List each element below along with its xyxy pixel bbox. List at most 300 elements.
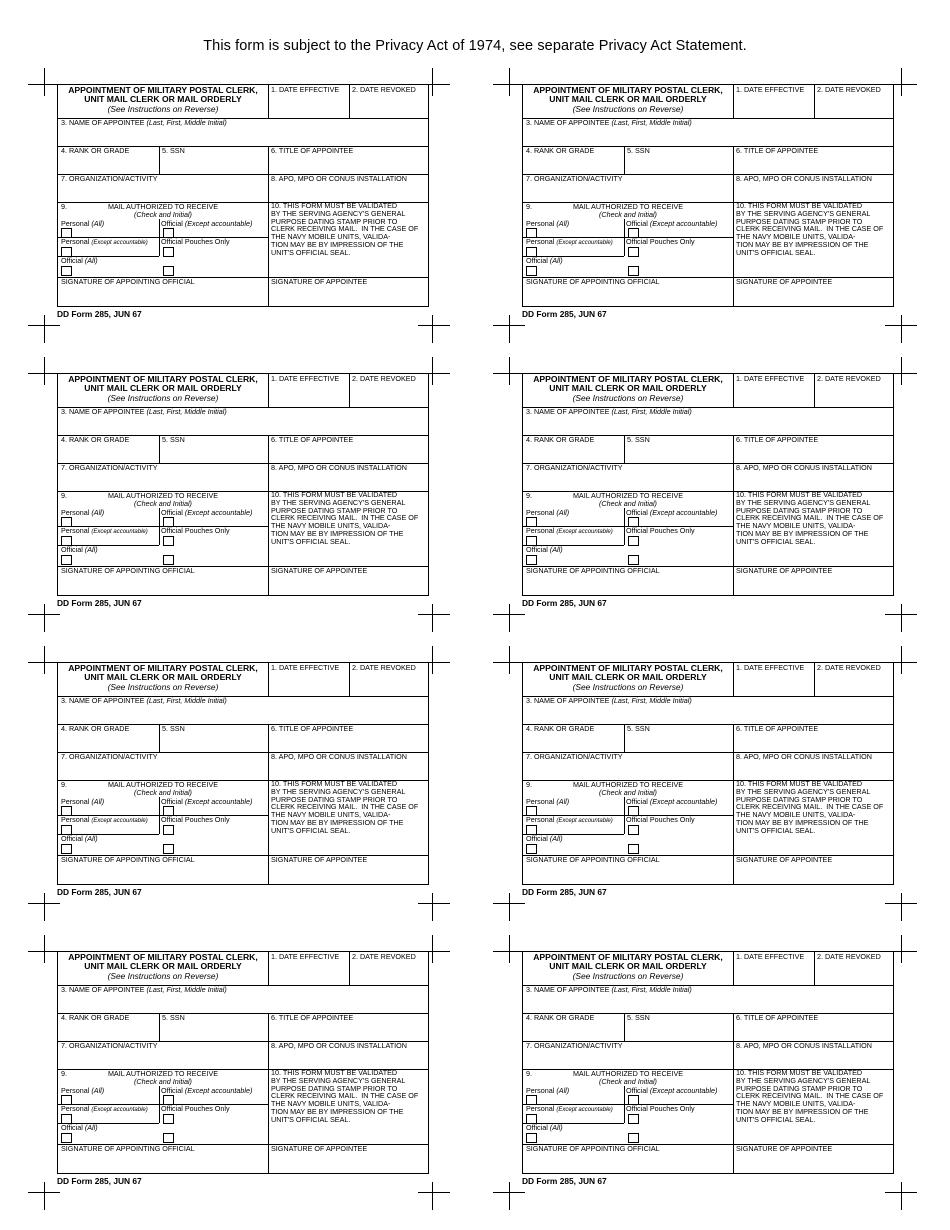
option-official-except[interactable] [159, 1086, 268, 1104]
official-all-checkbox[interactable] [61, 555, 72, 565]
initials-box[interactable] [624, 1123, 733, 1144]
organization-field[interactable] [58, 174, 268, 202]
mail-authorized-hint: (Check and Initial) [599, 788, 657, 797]
mail-section-number: 9. [61, 491, 67, 500]
rank-grade-label: 4. RANK OR GRADE [526, 435, 595, 444]
appointee-title-label: 6. TITLE OF APPOINTEE [271, 724, 354, 733]
mail-section-number: 9. [61, 780, 67, 789]
date-effective-field[interactable] [268, 663, 349, 696]
option-official-except-label: Official (Except accountable) [161, 1086, 253, 1095]
apo-installation-label: 8. APO, MPO OR CONUS INSTALLATION [736, 1041, 872, 1050]
date-revoked-field[interactable] [814, 85, 894, 118]
appointee-title-label: 6. TITLE OF APPOINTEE [736, 435, 819, 444]
option-personal-all[interactable] [523, 797, 624, 815]
option-personal-except-label: Personal (Except accountable) [526, 526, 613, 535]
crop-mark [509, 646, 510, 674]
ssn-field[interactable] [159, 724, 268, 752]
option-official-except[interactable] [624, 1086, 733, 1104]
organization-label: 7. ORGANIZATION/ACTIVITY [526, 1041, 623, 1050]
appointing-official-signature-field[interactable] [523, 855, 733, 884]
option-personal-except[interactable] [58, 237, 159, 256]
rank-grade-label: 4. RANK OR GRADE [526, 146, 595, 155]
mail-clerk-appointment-form [522, 951, 894, 1201]
initials-box[interactable] [624, 545, 733, 566]
apo-installation-field[interactable] [268, 752, 429, 780]
option-personal-all[interactable] [58, 797, 159, 815]
official-all-checkbox[interactable] [526, 555, 537, 565]
organization-label: 7. ORGANIZATION/ACTIVITY [61, 752, 158, 761]
appointee-signature-label: SIGNATURE OF APPOINTEE [271, 855, 368, 864]
date-effective-field[interactable] [733, 952, 814, 985]
mail-section-number: 9. [526, 202, 532, 211]
date-revoked-label: 2. DATE REVOKED [817, 663, 881, 672]
crop-mark [418, 662, 450, 663]
initials-box[interactable] [159, 256, 268, 277]
mail-section-number: 9. [526, 780, 532, 789]
date-effective-field[interactable] [268, 952, 349, 985]
form-id-label: DD Form 285, JUN 67 [57, 1176, 142, 1186]
form-title-line1: APPOINTMENT OF MILITARY POSTAL CLERK, [533, 85, 723, 95]
option-official-pouches[interactable] [624, 1104, 733, 1123]
option-official-all[interactable] [523, 256, 624, 277]
initials-checkbox[interactable] [628, 1133, 639, 1143]
option-official-except[interactable] [624, 508, 733, 526]
initials-checkbox[interactable] [163, 555, 174, 565]
option-official-except[interactable] [624, 797, 733, 815]
appointee-title-field[interactable] [268, 724, 429, 752]
appointee-signature-label: SIGNATURE OF APPOINTEE [271, 277, 368, 286]
option-official-except[interactable] [159, 797, 268, 815]
crop-mark [901, 646, 902, 674]
option-personal-except[interactable] [523, 237, 624, 256]
crop-mark [418, 1192, 450, 1193]
crop-mark [418, 614, 450, 615]
crop-mark [44, 357, 45, 385]
option-official-except[interactable] [159, 508, 268, 526]
appointee-name-field[interactable] [58, 696, 429, 724]
option-official-except-label: Official (Except accountable) [161, 219, 253, 228]
crop-mark [44, 68, 45, 96]
initials-box[interactable] [159, 545, 268, 566]
mail-authorized-hint: (Check and Initial) [599, 499, 657, 508]
rank-grade-field[interactable] [523, 146, 624, 174]
form-title-instructions: (See Instructions on Reverse) [572, 392, 684, 403]
appointee-name-label: 3. NAME OF APPOINTEE (Last, First, Middle Initial) [526, 985, 692, 994]
option-personal-except-label: Personal (Except accountable) [61, 526, 148, 535]
option-personal-all[interactable] [523, 219, 624, 237]
appointing-official-signature-field[interactable] [523, 1144, 733, 1173]
crop-mark [432, 357, 433, 385]
appointee-name-label: 3. NAME OF APPOINTEE (Last, First, Middle Initial) [526, 407, 692, 416]
appointing-official-signature-label: SIGNATURE OF APPOINTING OFFICIAL [526, 566, 660, 575]
option-personal-except-label: Personal (Except accountable) [61, 237, 148, 246]
appointee-title-field[interactable] [268, 435, 429, 463]
date-revoked-field[interactable] [814, 952, 894, 985]
ssn-field[interactable] [159, 1013, 268, 1041]
official-all-checkbox[interactable] [61, 266, 72, 276]
ssn-field[interactable] [624, 724, 733, 752]
organization-label: 7. ORGANIZATION/ACTIVITY [61, 1041, 158, 1050]
appointee-title-field[interactable] [268, 1013, 429, 1041]
crop-mark [509, 935, 510, 963]
rank-grade-label: 4. RANK OR GRADE [61, 146, 130, 155]
appointee-signature-label: SIGNATURE OF APPOINTEE [736, 1144, 833, 1153]
option-official-pouches[interactable] [159, 237, 268, 256]
option-personal-all-label: Personal (All) [526, 797, 570, 806]
appointee-signature-field[interactable] [733, 855, 894, 884]
apo-installation-field[interactable] [733, 1041, 894, 1069]
form-id-label: DD Form 285, JUN 67 [522, 1176, 607, 1186]
ssn-field[interactable] [159, 435, 268, 463]
validation-instructions: 10. THIS FORM MUST BE VALIDATED BY THE SERVING AGENCY'S GENERAL PURPOSE DATING STAMP PRIOR TO CLERK RECEIVING MAIL. IN THE CASE OF THE NAVY MOBILE UNITS, VALIDA- TION MAY BE BY IMPRESSION OF THE UNIT'S OFFICIAL SEAL. [736, 201, 884, 257]
validation-instructions: 10. THIS FORM MUST BE VALIDATED BY THE SERVING AGENCY'S GENERAL PURPOSE DATING STAMP PRIOR TO CLERK RECEIVING MAIL. IN THE CASE OF THE NAVY MOBILE UNITS, VALIDA- TION MAY BE BY IMPRESSION OF THE UNIT'S OFFICIAL SEAL. [736, 779, 884, 835]
rank-grade-label: 4. RANK OR GRADE [61, 1013, 130, 1022]
appointee-title-field[interactable] [733, 146, 894, 174]
date-revoked-label: 2. DATE REVOKED [817, 952, 881, 961]
crop-mark [432, 604, 433, 632]
official-all-checkbox[interactable] [526, 844, 537, 854]
option-official-pouches-label: Official Pouches Only [161, 815, 230, 824]
option-official-pouches[interactable] [624, 237, 733, 256]
ssn-label: 5. SSN [162, 1013, 185, 1022]
form-box [57, 662, 429, 885]
form-title-line1: APPOINTMENT OF MILITARY POSTAL CLERK, [68, 663, 258, 673]
appointing-official-signature-label: SIGNATURE OF APPOINTING OFFICIAL [61, 1144, 195, 1153]
initials-box[interactable] [624, 834, 733, 855]
organization-field[interactable] [523, 463, 733, 491]
apo-installation-field[interactable] [268, 174, 429, 202]
option-personal-all-label: Personal (All) [61, 797, 105, 806]
form-title-instructions: (See Instructions on Reverse) [107, 103, 219, 114]
rank-grade-label: 4. RANK OR GRADE [61, 435, 130, 444]
mail-section-number: 9. [61, 1069, 67, 1078]
option-personal-all[interactable] [58, 219, 159, 237]
option-official-all[interactable] [523, 1123, 624, 1144]
apo-installation-field[interactable] [733, 463, 894, 491]
form-id-label: DD Form 285, JUN 67 [522, 887, 607, 897]
option-official-pouches[interactable] [624, 526, 733, 545]
option-official-all[interactable] [58, 256, 159, 277]
option-personal-except[interactable] [58, 526, 159, 545]
date-effective-field[interactable] [268, 85, 349, 118]
appointing-official-signature-field[interactable] [58, 855, 268, 884]
rank-grade-field[interactable] [523, 1013, 624, 1041]
crop-mark [901, 935, 902, 963]
mail-authorized-hint: (Check and Initial) [599, 210, 657, 219]
appointee-title-label: 6. TITLE OF APPOINTEE [736, 1013, 819, 1022]
initials-box[interactable] [624, 256, 733, 277]
form-box [522, 951, 894, 1174]
crop-mark [418, 903, 450, 904]
form-title-line1: APPOINTMENT OF MILITARY POSTAL CLERK, [68, 952, 258, 962]
rank-grade-label: 4. RANK OR GRADE [526, 724, 595, 733]
official-all-checkbox[interactable] [61, 1133, 72, 1143]
initials-checkbox[interactable] [163, 1133, 174, 1143]
organization-label: 7. ORGANIZATION/ACTIVITY [526, 752, 623, 761]
rank-grade-field[interactable] [58, 1013, 159, 1041]
option-personal-except[interactable] [523, 815, 624, 834]
ssn-label: 5. SSN [627, 435, 650, 444]
option-official-all[interactable] [523, 545, 624, 566]
appointee-signature-label: SIGNATURE OF APPOINTEE [736, 277, 833, 286]
date-effective-label: 1. DATE EFFECTIVE [736, 663, 805, 672]
validation-instructions: 10. THIS FORM MUST BE VALIDATED BY THE SERVING AGENCY'S GENERAL PURPOSE DATING STAMP PRIOR TO CLERK RECEIVING MAIL. IN THE CASE OF THE NAVY MOBILE UNITS, VALIDA- TION MAY BE BY IMPRESSION OF THE UNIT'S OFFICIAL SEAL. [271, 490, 419, 546]
option-personal-all-label: Personal (All) [61, 219, 105, 228]
date-revoked-field[interactable] [349, 663, 429, 696]
option-personal-except-label: Personal (Except accountable) [526, 1104, 613, 1113]
form-id-label: DD Form 285, JUN 67 [57, 887, 142, 897]
ssn-field[interactable] [624, 1013, 733, 1041]
appointee-signature-label: SIGNATURE OF APPOINTEE [736, 855, 833, 864]
initials-checkbox[interactable] [163, 844, 174, 854]
option-personal-except[interactable] [58, 815, 159, 834]
rank-grade-field[interactable] [58, 435, 159, 463]
appointee-name-field[interactable] [523, 985, 894, 1013]
form-title-instructions: (See Instructions on Reverse) [572, 681, 684, 692]
date-revoked-label: 2. DATE REVOKED [352, 374, 416, 383]
option-official-all[interactable] [58, 834, 159, 855]
appointing-official-signature-field[interactable] [58, 1144, 268, 1173]
form-id-label: DD Form 285, JUN 67 [57, 598, 142, 608]
form-title-instructions: (See Instructions on Reverse) [107, 970, 219, 981]
date-effective-field[interactable] [733, 663, 814, 696]
official-all-checkbox[interactable] [61, 844, 72, 854]
appointing-official-signature-label: SIGNATURE OF APPOINTING OFFICIAL [61, 855, 195, 864]
option-personal-except-label: Personal (Except accountable) [61, 815, 148, 824]
official-all-checkbox[interactable] [526, 1133, 537, 1143]
appointee-name-field[interactable] [523, 696, 894, 724]
option-official-except-label: Official (Except accountable) [161, 508, 253, 517]
option-personal-all[interactable] [58, 1086, 159, 1104]
apo-installation-field[interactable] [733, 752, 894, 780]
initials-checkbox[interactable] [163, 266, 174, 276]
option-personal-except[interactable] [523, 526, 624, 545]
form-title-instructions: (See Instructions on Reverse) [572, 970, 684, 981]
appointee-name-field[interactable] [523, 407, 894, 435]
initials-checkbox[interactable] [628, 266, 639, 276]
appointee-title-label: 6. TITLE OF APPOINTEE [736, 146, 819, 155]
appointee-name-field[interactable] [58, 985, 429, 1013]
appointing-official-signature-field[interactable] [58, 566, 268, 595]
mail-authorized-hint: (Check and Initial) [134, 788, 192, 797]
mail-authorized-hint: (Check and Initial) [134, 499, 192, 508]
date-effective-field[interactable] [268, 374, 349, 407]
ssn-field[interactable] [624, 435, 733, 463]
option-official-all-label: Official (All) [61, 834, 98, 843]
rank-grade-field[interactable] [523, 435, 624, 463]
mail-authorized-hint: (Check and Initial) [134, 210, 192, 219]
appointing-official-signature-field[interactable] [523, 277, 733, 306]
crop-mark [509, 68, 510, 96]
mail-authorized-label: MAIL AUTHORIZED TO RECEIVE [572, 202, 684, 211]
appointee-signature-field[interactable] [733, 566, 894, 595]
appointing-official-signature-label: SIGNATURE OF APPOINTING OFFICIAL [526, 855, 660, 864]
appointing-official-signature-label: SIGNATURE OF APPOINTING OFFICIAL [526, 1144, 660, 1153]
ssn-field[interactable] [159, 146, 268, 174]
crop-mark [432, 68, 433, 96]
appointee-name-field[interactable] [58, 118, 429, 146]
option-official-pouches[interactable] [624, 815, 733, 834]
option-official-pouches[interactable] [159, 815, 268, 834]
mail-authorized-label: MAIL AUTHORIZED TO RECEIVE [107, 780, 219, 789]
appointee-name-field[interactable] [523, 118, 894, 146]
appointee-signature-field[interactable] [733, 277, 894, 306]
initials-box[interactable] [159, 834, 268, 855]
date-revoked-label: 2. DATE REVOKED [352, 85, 416, 94]
crop-mark [901, 68, 902, 96]
option-official-pouches[interactable] [159, 526, 268, 545]
crop-mark [432, 935, 433, 963]
apo-installation-label: 8. APO, MPO OR CONUS INSTALLATION [271, 174, 407, 183]
date-revoked-label: 2. DATE REVOKED [352, 663, 416, 672]
form-title [523, 664, 733, 692]
option-personal-all[interactable] [523, 1086, 624, 1104]
appointing-official-signature-label: SIGNATURE OF APPOINTING OFFICIAL [526, 277, 660, 286]
initials-box[interactable] [159, 1123, 268, 1144]
mail-clerk-appointment-form [522, 662, 894, 912]
form-title [523, 953, 733, 981]
appointee-title-label: 6. TITLE OF APPOINTEE [271, 146, 354, 155]
appointing-official-signature-field[interactable] [58, 277, 268, 306]
form-title [58, 86, 268, 114]
validation-instructions: 10. THIS FORM MUST BE VALIDATED BY THE SERVING AGENCY'S GENERAL PURPOSE DATING STAMP PRIOR TO CLERK RECEIVING MAIL. IN THE CASE OF THE NAVY MOBILE UNITS, VALIDA- TION MAY BE BY IMPRESSION OF THE UNIT'S OFFICIAL SEAL. [271, 201, 419, 257]
ssn-label: 5. SSN [162, 724, 185, 733]
form-title [58, 375, 268, 403]
option-official-except-label: Official (Except accountable) [161, 797, 253, 806]
option-personal-all[interactable] [58, 508, 159, 526]
form-title-line1: APPOINTMENT OF MILITARY POSTAL CLERK, [68, 374, 258, 384]
option-official-all-label: Official (All) [61, 545, 98, 554]
crop-mark [509, 357, 510, 385]
rank-grade-field[interactable] [58, 724, 159, 752]
crop-mark [432, 315, 433, 343]
organization-field[interactable] [58, 463, 268, 491]
form-box [522, 662, 894, 885]
crop-mark [44, 604, 45, 632]
date-effective-label: 1. DATE EFFECTIVE [736, 374, 805, 383]
organization-field[interactable] [523, 174, 733, 202]
option-personal-all[interactable] [523, 508, 624, 526]
mail-clerk-appointment-form [522, 373, 894, 623]
crop-mark [44, 893, 45, 921]
appointee-signature-label: SIGNATURE OF APPOINTEE [271, 566, 368, 575]
form-title-line1: APPOINTMENT OF MILITARY POSTAL CLERK, [533, 374, 723, 384]
option-official-all-label: Official (All) [61, 1123, 98, 1132]
option-official-except[interactable] [624, 219, 733, 237]
crop-mark [901, 357, 902, 385]
date-revoked-field[interactable] [814, 663, 894, 696]
appointee-signature-field[interactable] [268, 855, 429, 884]
ssn-label: 5. SSN [627, 146, 650, 155]
option-official-all[interactable] [523, 834, 624, 855]
appointee-title-label: 6. TITLE OF APPOINTEE [271, 1013, 354, 1022]
form-id-label: DD Form 285, JUN 67 [57, 309, 142, 319]
apo-installation-field[interactable] [268, 463, 429, 491]
date-effective-label: 1. DATE EFFECTIVE [736, 85, 805, 94]
date-revoked-field[interactable] [349, 952, 429, 985]
crop-mark [418, 951, 450, 952]
appointee-title-label: 6. TITLE OF APPOINTEE [271, 435, 354, 444]
crop-mark [509, 604, 510, 632]
date-revoked-field[interactable] [349, 374, 429, 407]
organization-field[interactable] [523, 1041, 733, 1069]
appointee-signature-field[interactable] [268, 277, 429, 306]
appointee-name-field[interactable] [58, 407, 429, 435]
appointee-signature-label: SIGNATURE OF APPOINTEE [736, 566, 833, 575]
option-official-all[interactable] [58, 545, 159, 566]
organization-field[interactable] [523, 752, 733, 780]
rank-grade-field[interactable] [58, 146, 159, 174]
apo-installation-label: 8. APO, MPO OR CONUS INSTALLATION [736, 174, 872, 183]
option-personal-except[interactable] [523, 1104, 624, 1123]
option-personal-except[interactable] [58, 1104, 159, 1123]
date-effective-field[interactable] [733, 85, 814, 118]
option-official-pouches[interactable] [159, 1104, 268, 1123]
form-title-instructions: (See Instructions on Reverse) [572, 103, 684, 114]
option-official-all-label: Official (All) [526, 1123, 563, 1132]
apo-installation-field[interactable] [268, 1041, 429, 1069]
appointee-title-field[interactable] [733, 724, 894, 752]
initials-checkbox[interactable] [628, 844, 639, 854]
option-personal-all-label: Personal (All) [526, 1086, 570, 1095]
ssn-field[interactable] [624, 146, 733, 174]
crop-mark [901, 893, 902, 921]
appointee-signature-field[interactable] [733, 1144, 894, 1173]
appointee-title-field[interactable] [733, 1013, 894, 1041]
form-title [58, 664, 268, 692]
apo-installation-field[interactable] [733, 174, 894, 202]
organization-field[interactable] [58, 752, 268, 780]
rank-grade-field[interactable] [523, 724, 624, 752]
mail-authorized-label: MAIL AUTHORIZED TO RECEIVE [107, 202, 219, 211]
validation-instructions: 10. THIS FORM MUST BE VALIDATED BY THE SERVING AGENCY'S GENERAL PURPOSE DATING STAMP PRIOR TO CLERK RECEIVING MAIL. IN THE CASE OF THE NAVY MOBILE UNITS, VALIDA- TION MAY BE BY IMPRESSION OF THE UNIT'S OFFICIAL SEAL. [271, 779, 419, 835]
crop-mark [509, 893, 510, 921]
mail-authorized-label: MAIL AUTHORIZED TO RECEIVE [572, 780, 684, 789]
crop-mark [44, 315, 45, 343]
initials-checkbox[interactable] [628, 555, 639, 565]
date-effective-field[interactable] [733, 374, 814, 407]
organization-label: 7. ORGANIZATION/ACTIVITY [526, 174, 623, 183]
option-personal-all-label: Personal (All) [61, 508, 105, 517]
form-title-line2: UNIT MAIL CLERK OR MAIL ORDERLY [84, 383, 242, 394]
appointee-signature-field[interactable] [268, 1144, 429, 1173]
appointee-signature-label: SIGNATURE OF APPOINTEE [271, 1144, 368, 1153]
option-official-all[interactable] [58, 1123, 159, 1144]
crop-mark [44, 646, 45, 674]
option-personal-all-label: Personal (All) [526, 219, 570, 228]
crop-mark [418, 84, 450, 85]
form-title-line1: APPOINTMENT OF MILITARY POSTAL CLERK, [533, 952, 723, 962]
organization-field[interactable] [58, 1041, 268, 1069]
form-title-line2: UNIT MAIL CLERK OR MAIL ORDERLY [549, 961, 707, 972]
ssn-label: 5. SSN [162, 435, 185, 444]
appointee-title-field[interactable] [733, 435, 894, 463]
option-official-pouches-label: Official Pouches Only [626, 526, 695, 535]
form-box [522, 84, 894, 307]
appointee-title-field[interactable] [268, 146, 429, 174]
date-revoked-field[interactable] [349, 85, 429, 118]
appointee-signature-field[interactable] [268, 566, 429, 595]
form-title-line2: UNIT MAIL CLERK OR MAIL ORDERLY [549, 383, 707, 394]
official-all-checkbox[interactable] [526, 266, 537, 276]
date-revoked-field[interactable] [814, 374, 894, 407]
crop-mark [432, 893, 433, 921]
appointing-official-signature-field[interactable] [523, 566, 733, 595]
option-official-except[interactable] [159, 219, 268, 237]
option-official-pouches-label: Official Pouches Only [626, 815, 695, 824]
mail-authorized-label: MAIL AUTHORIZED TO RECEIVE [107, 1069, 219, 1078]
validation-instructions: 10. THIS FORM MUST BE VALIDATED BY THE SERVING AGENCY'S GENERAL PURPOSE DATING STAMP PRIOR TO CLERK RECEIVING MAIL. IN THE CASE OF THE NAVY MOBILE UNITS, VALIDA- TION MAY BE BY IMPRESSION OF THE UNIT'S OFFICIAL SEAL. [271, 1068, 419, 1124]
